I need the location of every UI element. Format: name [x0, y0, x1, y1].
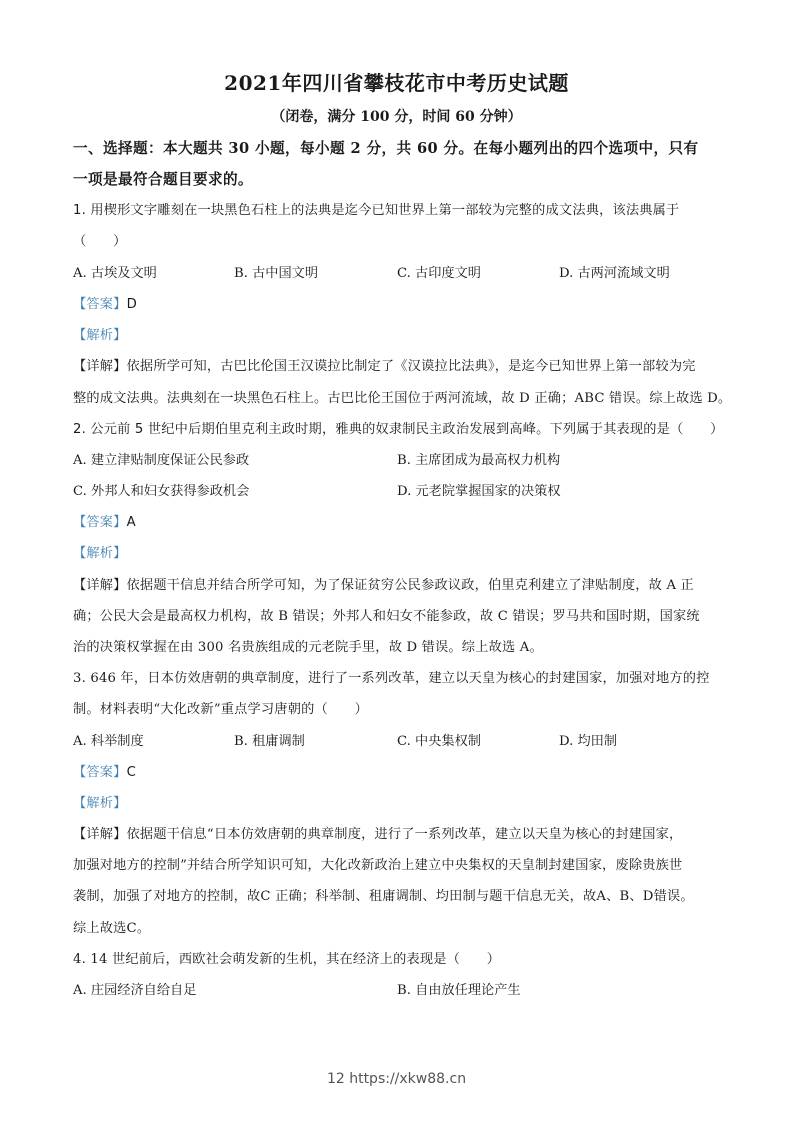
question-4-stem-line-1: 4. 14 世纪前后，西欧社会萌发新的生机，其在经济上的表现是（ ）: [73, 952, 501, 967]
page-title: 2021年四川省攀枝花市中考历史试题: [224, 71, 569, 95]
question-3-detail-line-3: 袭制，加强了对地方的控制，故C 正确；科举制、租庸调制、均田制与题干信息无关，故A、B、D错误。: [73, 889, 694, 904]
question-4-option-a: A. 庄园经济自给自足: [73, 983, 197, 998]
exam-subtitle: （闭卷，满分 100 分，时间 60 分钟）: [271, 109, 522, 125]
question-2-option-c: C. 外邦人和妇女获得参政机会: [73, 484, 250, 499]
answer-label: 【答案】: [73, 297, 127, 312]
question-2-option-a: A. 建立津贴制度保证公民参政: [73, 453, 250, 468]
question-3-answer: [73, 764, 136, 782]
question-1-stem-line-2: （ ）: [73, 234, 127, 249]
question-3-analysis-label: 【解析】: [73, 796, 127, 811]
page-footer: 12 https://xkw88.cn: [326, 1071, 467, 1087]
question-1-option-d: D. 古两河流域文明: [559, 266, 670, 281]
question-1-option-a: A. 古埃及文明: [73, 266, 157, 281]
question-1-option-c: C. 古印度文明: [397, 266, 481, 281]
question-4-option-b: B. 自由放任理论产生: [397, 983, 521, 998]
question-2-detail-line-3: 治的决策权掌握在由 300 名贵族组成的元老院手里，故 D 错误。综上故选 A。: [73, 640, 543, 655]
section-heading-line-2: 一项是最符合题目要求的。: [73, 171, 253, 188]
answer-label: 【答案】: [73, 515, 127, 530]
question-3-option-b: B. 租庸调制: [234, 734, 305, 749]
answer-value: C: [126, 765, 136, 780]
question-2-analysis-label: 【解析】: [73, 546, 127, 561]
question-2-stem-line-1: 2. 公元前 5 世纪中后期伯里克利主政时期，雅典的奴隶制民主政治发展到高峰。下列属于其表现的是（ ）: [73, 422, 724, 437]
question-1-detail-line-1: 【详解】依据所学可知，古巴比伦国王汉谟拉比制定了《汉谟拉比法典》，是迄今已知世界上第一部较为完: [73, 359, 696, 374]
question-2-option-d: D. 元老院掌握国家的决策权: [397, 484, 561, 499]
question-3-option-d: D. 均田制: [559, 734, 618, 749]
question-3-detail-line-2: 加强对地方的控制”并结合所学知识可知，大化改新政治上建立中央集权的天皇制封建国家，废除贵族世: [73, 858, 683, 873]
question-2-detail-line-2: 确；公民大会是最高权力机构，故 B 错误；外邦人和妇女不能参政，故 C 错误；罗马共和国时期，国家统: [73, 609, 700, 624]
question-1-stem-line-1: 1. 用楔形文字雕刻在一块黑色石柱上的法典是迄今已知世界上第一部较为完整的成文法典，该法典属于: [73, 203, 680, 218]
question-3-detail-line-4: 综上故选C。: [73, 921, 151, 936]
answer-value: D: [126, 297, 137, 312]
answer-value: A: [126, 515, 136, 530]
question-3-option-a: A. 科举制度: [73, 734, 144, 749]
question-1-answer: [73, 296, 137, 314]
question-3-stem-line-1: 3. 646 年，日本仿效唐朝的典章制度，进行了一系列改革，建立以天皇为核心的封建国家，加强对地方的控: [73, 671, 710, 686]
section-heading-line-1: 一、选择题：本大题共 30 小题，每小题 2 分，共 60 分。在每小题列出的四个选项中，只有: [73, 140, 699, 157]
question-1-option-b: B. 古中国文明: [234, 266, 319, 281]
question-3-stem-line-2: 制。材料表明“大化改新”重点学习唐朝的（ ）: [73, 702, 369, 717]
question-3-option-c: C. 中央集权制: [397, 734, 481, 749]
question-2-answer: [73, 514, 136, 532]
question-2-detail-line-1: 【详解】依据题干信息并结合所学可知，为了保证贫穷公民参政议政，伯里克利建立了津贴制度，故 A 正: [73, 578, 694, 593]
question-1-analysis-label: 【解析】: [73, 328, 127, 343]
question-3-detail-line-1: 【详解】依据题干信息“日本仿效唐朝的典章制度，进行了一系列改革，建立以天皇为核心的封建国家，: [73, 827, 683, 842]
question-2-option-b: B. 主席团成为最高权力机构: [397, 453, 561, 468]
question-1-detail-line-2: 整的成文法典。法典刻在一块黑色石柱上。古巴比伦王国位于两河流域，故 D 正确；ABC 错误。综上故选 D。: [73, 391, 732, 406]
answer-label: 【答案】: [73, 765, 127, 780]
